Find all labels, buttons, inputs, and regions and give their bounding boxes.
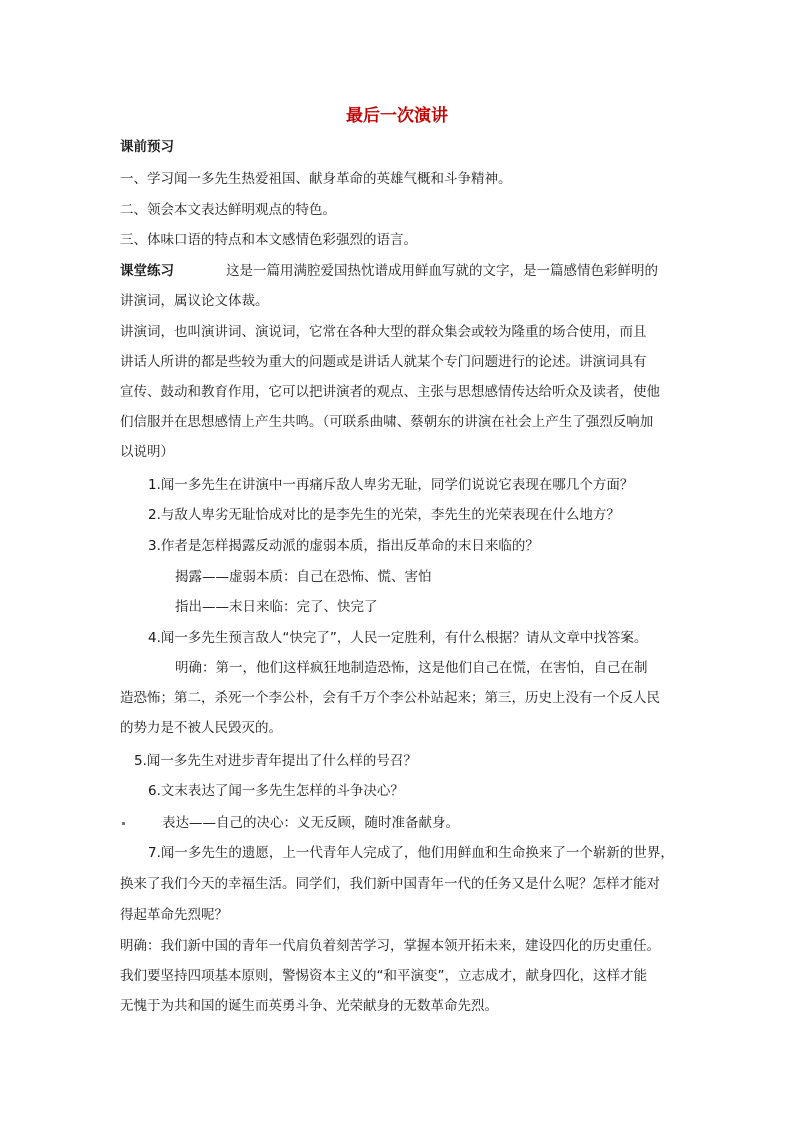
question-7: 得起革命先烈呢？ [120, 907, 228, 923]
document-title: 最后一次演讲 [346, 106, 448, 126]
question-6-answer: 表达——自己的决心：义无反顾，随时准备献身。 [162, 815, 459, 831]
preview-item: 二、领会本文表达鲜明观点的特色。 [120, 202, 336, 218]
definition-line: 讲演词，也叫演讲词、演说词，它常在各种大型的群众集会或较为隆重的场合使用，而且 [120, 324, 647, 340]
question-4: 4.闻一多先生预言敌人“快完了”，人民一定胜利，有什么根据？请从文章中找答案。 [148, 630, 648, 646]
question-7: 换来了我们今天的幸福生活。同学们，我们新中国青年一代的任务又是什么呢？怎样才能对 [120, 876, 660, 892]
intro-text: 这是一篇用满腔爱国热忱谱成用鲜血写就的文字，是一篇感情色彩鲜明的 [226, 263, 658, 279]
preview-item: 一、学习闻一多先生热爱祖国、献身革命的英雄气概和斗争精神。 [120, 171, 512, 187]
question-7-answer: 明确：我们新中国的青年一代肩负着刻苦学习，掌握本领开拓未来，建设四化的历史重任。 [120, 938, 660, 954]
preview-heading: 课前预习 [120, 139, 174, 155]
question-7: 7.闻一多先生的遗愿，上一代青年人完成了，他们用鲜血和生命换来了一个崭新的世界， [148, 845, 674, 861]
definition-line: 以说明） [120, 444, 174, 460]
question-4-answer: 明确：第一，他们这样疯狂地制造恐怖，这是他们自己在慌，在害怕，自己在制 [175, 660, 648, 676]
question-4-answer: 造恐怖；第二，杀死一个李公朴，会有千万个李公朴站起来；第三，历史上没有一个反人民 [120, 690, 660, 706]
question-1: 1.闻一多先生在讲演中一再痛斥敌人卑劣无耻，同学们说说它表现在哪几个方面？ [148, 477, 634, 493]
practice-heading: 课堂练习 [120, 263, 174, 279]
question-3-answer: 揭露——虚弱本质：自己在恐怖、慌、害怕 [175, 569, 432, 585]
intro-line: 讲演词，属议论文体裁。 [120, 293, 269, 309]
question-2: 2.与敌人卑劣无耻恰成对比的是李先生的光荣，李先生的光荣表现在什么地方？ [148, 507, 620, 523]
question-4-answer: 的势力是不被人民毁灭的。 [120, 720, 282, 736]
definition-line: 们信服并在思想感情上产生共鸣。（可联系曲啸、蔡朝东的讲演在社会上产生了强烈反响加 [120, 414, 654, 430]
question-7-answer: 我们要坚持四项基本原则，警惕资本主义的“和平演变”，立志成才，献身四化，这样才能 [120, 968, 647, 984]
preview-item: 三、体味口语的特点和本文感情色彩强烈的语言。 [120, 232, 417, 248]
question-6: 6.文末表达了闻一多先生怎样的斗争决心？ [148, 783, 404, 799]
definition-line: 宣传、鼓动和教育作用，它可以把讲演者的观点、主张与思想感情传达给听众及读者，使他 [120, 384, 660, 400]
question-3: 3.作者是怎样揭露反动派的虚弱本质，指出反革命的末日来临的？ [148, 538, 539, 554]
scan-mark [122, 822, 125, 825]
question-3-answer: 指出——末日来临：完了、快完了 [175, 599, 378, 615]
question-7-answer: 无愧于为共和国的诞生而英勇斗争、光荣献身的无数革命先烈。 [120, 998, 498, 1014]
practice-intro-line [120, 261, 658, 281]
definition-line: 讲话人所讲的都是些较为重大的问题或是讲话人就某个专门问题进行的论述。讲演词具有 [120, 354, 647, 370]
question-5: 5.闻一多先生对进步青年提出了什么样的号召？ [134, 753, 417, 769]
